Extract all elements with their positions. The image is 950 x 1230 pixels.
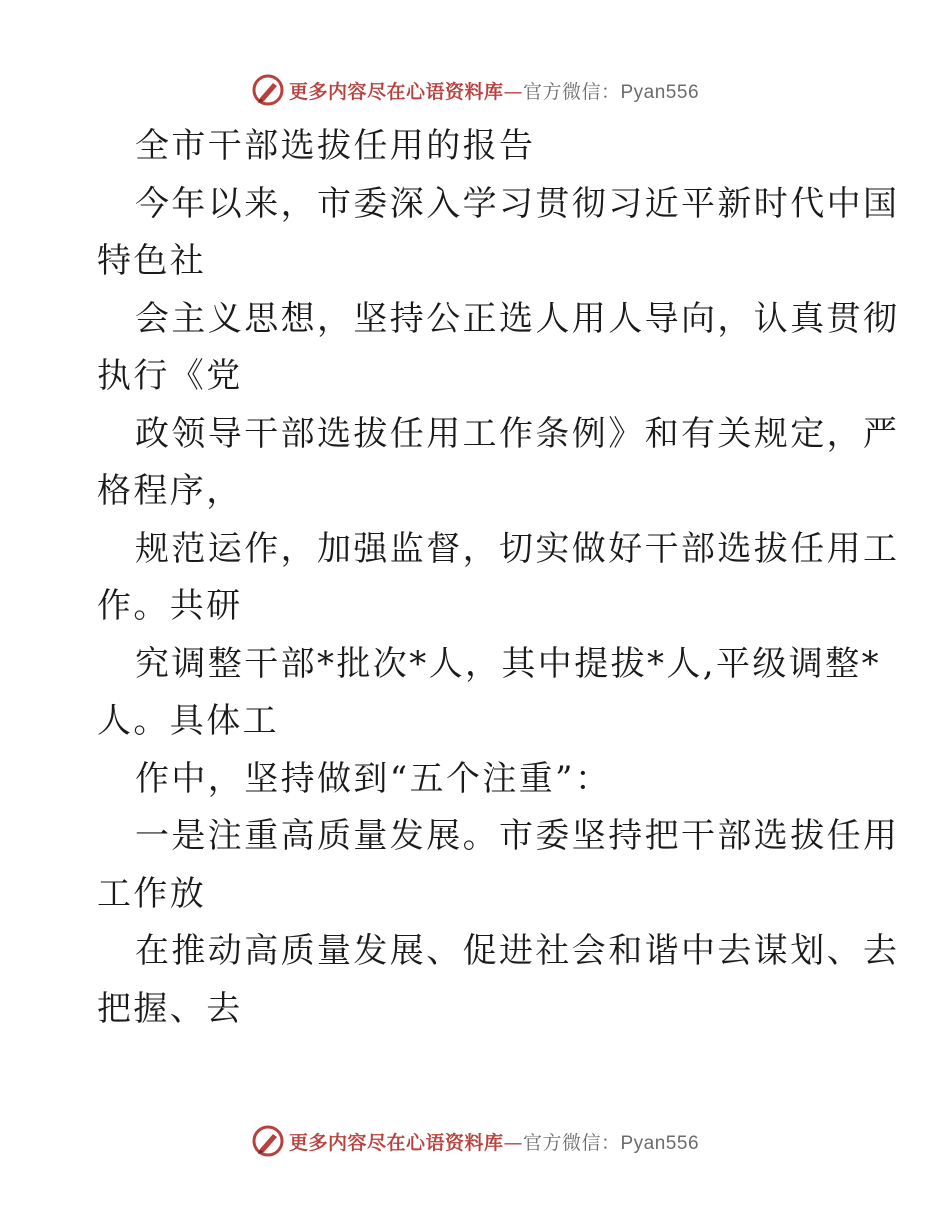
- banner-sub-text: 官方微信：: [522, 1131, 621, 1154]
- pen-logo-icon: [251, 1124, 285, 1158]
- paragraph-line: 工作放: [97, 873, 207, 914]
- paragraph-line: 作中，坚持做到“五个注重”：: [135, 758, 612, 799]
- banner-separator: —: [503, 80, 523, 103]
- banner-text: [289, 1128, 699, 1155]
- banner-separator: —: [503, 1131, 523, 1154]
- paragraph-line: 会主义思想，坚持公正选人用人导向，认真贯彻: [135, 298, 900, 339]
- paragraph-line: 特色社: [97, 241, 207, 281]
- header-banner: [0, 70, 950, 110]
- paragraph-line: 政领导干部选拔任用工作条例》和有关规定，严: [135, 413, 900, 454]
- banner-sub-text: 官方微信：: [522, 80, 621, 103]
- banner-main-text: 更多内容尽在心语资料库: [288, 1131, 504, 1154]
- paragraph-line: 究调整干部*批次*人，其中提拔*人,平级调整*: [135, 643, 882, 684]
- banner-wechat-id: Pyan556: [620, 1132, 700, 1154]
- paragraph-line: 一是注重高质量发展。市委坚持把干部选拔任用: [135, 816, 900, 856]
- paragraph-line: 在推动高质量发展、促进社会和谐中去谋划、去: [135, 931, 900, 971]
- document-body: [97, 118, 900, 1038]
- paragraph-line: 作。共研: [97, 586, 243, 626]
- paragraph-line: 规范运作，加强监督，切实做好干部选拔任用工: [135, 528, 900, 569]
- paragraph-line: 执行《党: [97, 356, 243, 396]
- paragraph-line: 把握、去: [97, 988, 243, 1029]
- footer-banner: [0, 1121, 950, 1161]
- paragraph-line: 人。具体工: [97, 701, 279, 741]
- doc-title: 全市干部选拔任用的报告: [135, 126, 536, 166]
- banner-main-text: 更多内容尽在心语资料库: [288, 80, 504, 103]
- paragraph-line: 今年以来，市委深入学习贯彻习近平新时代中国: [135, 183, 900, 224]
- banner-text: [289, 77, 699, 104]
- banner-wechat-id: Pyan556: [620, 81, 700, 103]
- pen-logo-icon: [251, 73, 285, 107]
- paragraph-line: 格程序，: [97, 471, 243, 511]
